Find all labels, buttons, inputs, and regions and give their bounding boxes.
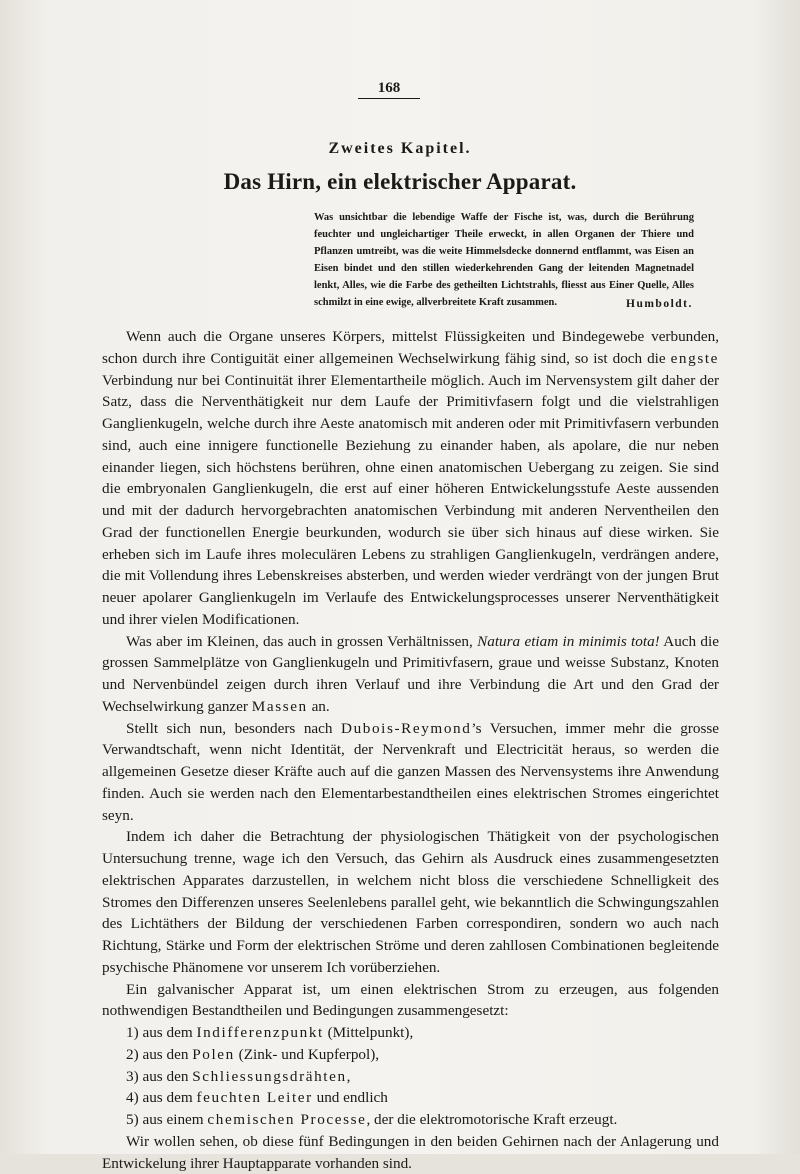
list-number: 1) <box>126 1024 139 1041</box>
text-run: aus einem <box>138 1111 208 1128</box>
text-run: Was aber im Kleinen, das auch in grossen Verhältnissen, <box>126 632 478 650</box>
text-run: Stellt sich nun, besonders nach <box>126 719 341 737</box>
emphasis-spaced: feuchten Leiter <box>196 1089 313 1107</box>
list-number: 5) <box>126 1111 139 1128</box>
paragraph-6: Wir wollen sehen, ob diese fünf Bedingungen in den beiden Gehirnen nach der Anlagerung und Entwickelung ihrer Hauptapparate vorhanden sind. <box>102 1132 719 1172</box>
text-run: Wenn auch die Organe unseres Körpers, mittelst Flüssigkeiten und Bindegewebe verbunden, schon durch ihre Contiguität einer allgemeinen Wechselwirkung fähig sind, so ist doch die <box>102 328 719 367</box>
list-number: 3) <box>126 1067 139 1085</box>
text-run: (Mittelpunkt), <box>323 1024 414 1041</box>
text-run: aus dem <box>138 1089 197 1107</box>
emphasis-spaced: chemischen Processe <box>207 1111 367 1128</box>
text-run: aus dem <box>138 1024 197 1041</box>
emphasis-spaced: Schliessungsdrähten <box>192 1067 347 1085</box>
text-run: an. <box>307 697 330 715</box>
author-name-spaced: Dubois-Reymond <box>341 719 472 737</box>
list-number: 2) <box>126 1045 139 1063</box>
paragraph-4: Indem ich daher die Betrachtung der physiologischen Thätigkeit von der psychologischen Untersuchung trenne, wage ich den Versuch, das Gehirn als Ausdruck eines zusammengesetzten elektrischen Apparates darzustellen, in welchem nicht bloss die verschiedene Schnelligkeit des Stromes den Differenzen unseres Seelenlebens parallel geht, wie bekanntlich die Schwingungszahlen des Lichtäthers der Bildung der verschiedenen Farben correspondiren, sondern wo auch nach Richtung, Stärke und Form der elektrischen Ströme und deren zahllosen Combinationen begleitende psychische Phänomene vor unserem Ich vorüberziehen. <box>102 828 719 976</box>
emphasis-spaced: engste <box>670 349 719 367</box>
text-run: Verbindung nur bei Continuität ihrer Elementartheile möglich. Auch im Nervensystem gilt daher der Satz, dass die Nerventhätigkeit nur dem Laufe der Primitivfasern folgt und die vielstrahligen Ganglienkugeln, welche durch ihre Aeste anatomisch mit anderen oder mit Primitivfasern verbunden sind, auch eine innigere functionelle Beziehung zu einander haben, als apolare, die nur neben einander liegen, sich höchstens berühren, ohne einen anatomischen Uebergang zu zeigen. Sie sind die embryonalen Ganglienkugeln, die erst auf einer höheren Entwickelungsstufe Aeste aussenden und mit der dadurch hervorgebrachten anatomischen Verbindung mit anderen Nerventheilen den Grad der functionellen Energie beurkunden, wodurch sie über sich hinaus auf diese wirken. Sie erheben sich im Laufe ihres moleculären Lebens zu strahligen Ganglienkugeln, verdrängen andere, die mit Vollendung ihres Lebenskreises absterben, und werden wieder verdrängt von der jungen Brut neuer apolarer Ganglienkugeln im Verlaufe des Entwickelungsprocesses unserer Nerventhätigkeit und ihrer vielen Modificationen. <box>102 371 719 628</box>
chapter-title: Das Hirn, ein elektrischer Apparat. <box>223 169 577 194</box>
text-run: (Zink- und Kupferpol), <box>234 1045 380 1063</box>
paragraph-1 <box>102 326 719 631</box>
list-number: 4) <box>126 1089 139 1107</box>
paragraph-3 <box>102 718 719 827</box>
text-run: aus den <box>138 1067 193 1085</box>
emphasis-spaced: Massen <box>251 697 308 715</box>
text-run: , der die elektromotorische Kraft erzeugt. <box>366 1111 618 1128</box>
text-run: und endlich <box>312 1089 388 1107</box>
text-run: Auch die grossen Sammelplätze von Ganglienkugeln und Primitivfasern, graue und weisse Substanz, Knoten und Nervenbündel zeigen durch ihren Verlauf und ihre Verbindung die Art und den Grad der Wechselwirkung ganzer <box>102 632 719 715</box>
list-item <box>102 1066 719 1088</box>
text-run: aus den <box>138 1045 193 1063</box>
paragraph-2 <box>102 631 719 718</box>
text-run: , <box>346 1067 351 1085</box>
emphasis-spaced: Indifferenzpunkt <box>196 1024 324 1041</box>
list-item <box>102 1109 719 1131</box>
emphasis-spaced: Polen <box>192 1045 235 1063</box>
epigraph-quote: Was unsichtbar die lebendige Waffe der Fische ist, was, durch die Berührung feuchter und ungleichartiger Theile erweckt, in allen Organen der Thiere und Pflanzen umtreibt, was die weite Himmelsdecke donnernd entflammt, was Eisen an Eisen bindet und den stillen wiederkehrenden Gang der leitenden Magnetnadel lenkt, Alles, wie die Farbe des getheilten Lichtstrahls, fliesst aus Einer Quelle, Alles schmilzt in eine ewige, allverbreitete Kraft zusammen. <box>314 212 694 308</box>
chapter-label: Zweites Kapitel. <box>328 140 472 157</box>
condition-list <box>102 1022 719 1131</box>
text-run: ’s Versuchen, immer mehr die grosse Verwandtschaft, wenn nicht Identität, der Nervenkraft und Electricität heraus, so werden die allgemeinen Gesetze dieser Kräfte auch auf die ganzen Massen des Nervensystems ihre Anwendung finden. Auch sie werden nach den Elementarbestandtheilen eines elektrischen Stromes eingerichtet seyn. <box>102 719 720 824</box>
paragraph-5: Ein galvanischer Apparat ist, um einen elektrischen Strom zu erzeugen, aus folgenden nothwendigen Bestandtheilen und Bedingungen zusammengesetzt: <box>102 980 719 1020</box>
list-item <box>102 1044 719 1066</box>
body-text <box>102 326 719 1174</box>
page-number: 168 <box>358 80 420 99</box>
latin-quote: Natura etiam in minimis tota! <box>477 632 660 650</box>
list-item <box>102 1022 719 1044</box>
list-item <box>102 1087 719 1109</box>
epigraph-author: Humboldt. <box>626 298 693 310</box>
